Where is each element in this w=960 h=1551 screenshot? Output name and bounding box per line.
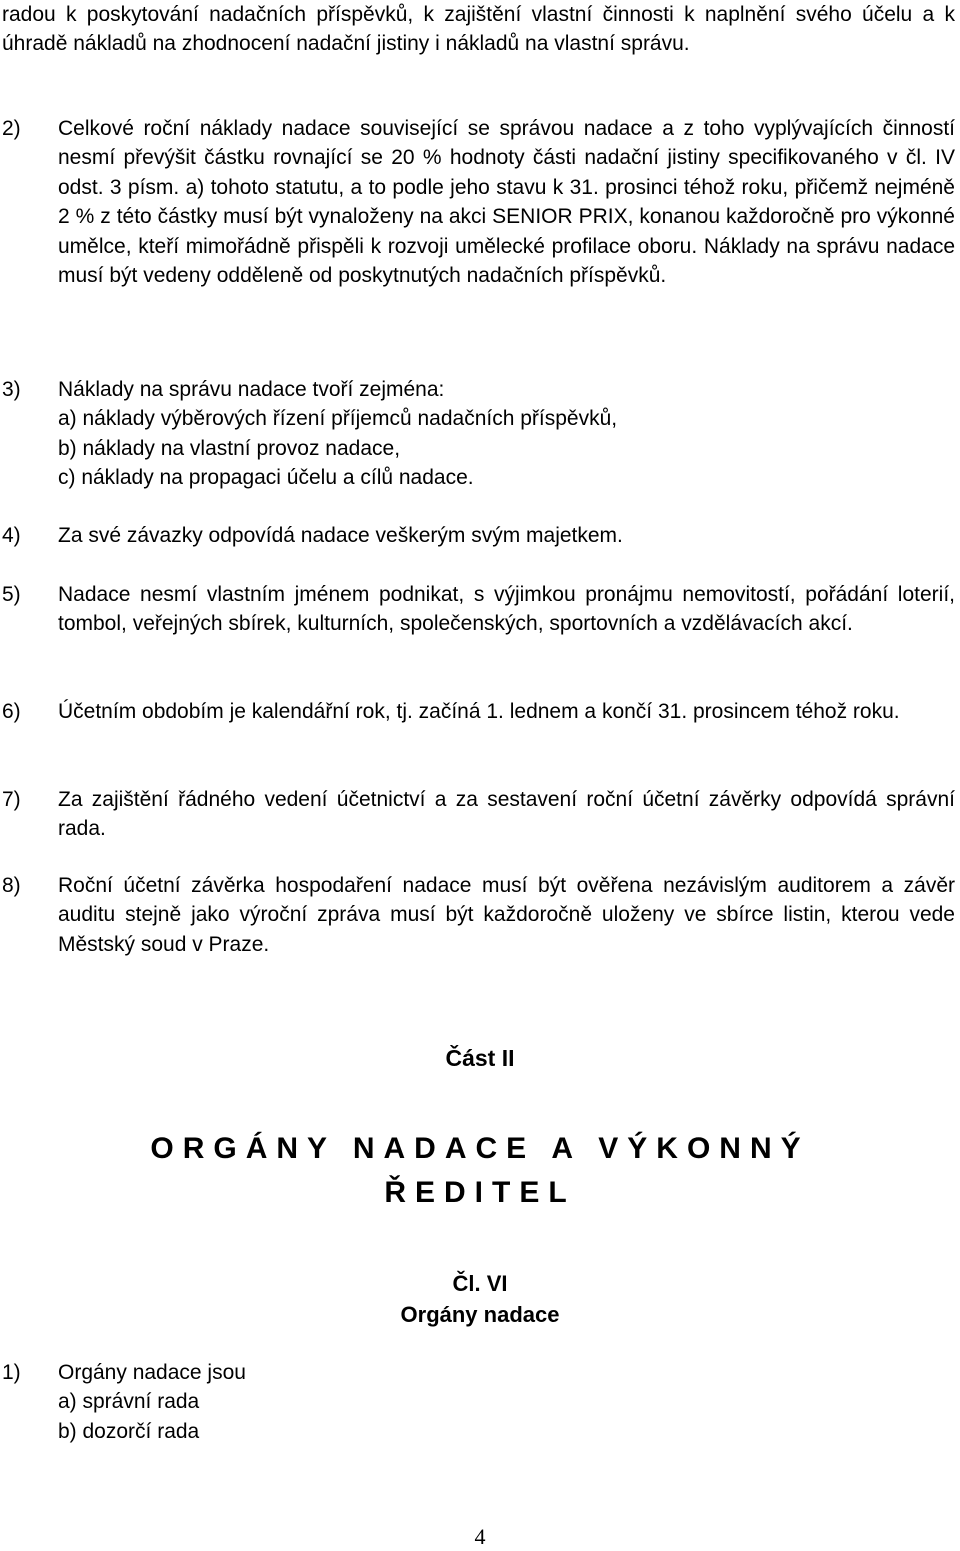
- list-item-3: [2, 375, 955, 493]
- list-item-2: [2, 114, 955, 290]
- list-item-7: [2, 785, 955, 844]
- item-lead: Orgány nadace jsou: [58, 1361, 246, 1384]
- part-title-line-2: ŘEDITEL: [384, 1176, 576, 1209]
- item-text: Celkové roční náklady nadace související se správou nadace a z toho vyplývajících činností nesmí převýšit částku rovnající se 20 % hodnoty části nadační jistiny specifikovaného v čl. IV odst. 3 písm. a) tohoto statutu, a to podle jeho stavu k 31. prosinci téhož roku, přičemž nejméně 2 % z této částky musí být vynaloženy na akci SENIOR PRIX, konanou každoročně pro výkonné umělce, kteří mimořádně přispěli k rozvoji umělecké profilace oboru. Náklady na správu nadace musí být vedeny odděleně od poskytnutých nadačních příspěvků.: [58, 117, 955, 288]
- article-number: Čl. VI: [452, 1271, 508, 1296]
- item-text: Za své závazky odpovídá nadace veškerým svým majetkem.: [58, 524, 623, 547]
- item-lead: Náklady na správu nadace tvoří zejména:: [58, 378, 445, 401]
- item-number: 5): [2, 583, 21, 606]
- item-number: 7): [2, 788, 21, 811]
- item-number: 6): [2, 700, 21, 723]
- item-text: Nadace nesmí vlastním jménem podnikat, s výjimkou pronájmu nemovitostí, pořádání loterií, tombol, veřejných sbírek, kulturních, společenských, sportovních a vzdělávacích akcí.: [58, 583, 955, 636]
- part-heading: Část II: [445, 1045, 515, 1071]
- sub-item-c: c) náklady na propagaci účelu a cílů nadace.: [58, 466, 474, 490]
- organs-list: [2, 1358, 955, 1446]
- item-number: 1): [2, 1361, 21, 1384]
- list-item-6: [2, 697, 955, 726]
- list-item-5: [2, 580, 955, 639]
- item-text: Roční účetní závěrka hospodaření nadace musí být ověřena nezávislým auditorem a závěr auditu stejně jako výroční zpráva musí být každoročně uloženy ve sbírce listin, kterou vede Městský soud v Praze.: [58, 874, 955, 956]
- item-text: Za zajištění řádného vedení účetnictví a za sestavení roční účetní závěrky odpovídá správní rada.: [58, 788, 955, 841]
- sub-item-b: b) náklady na vlastní provoz nadace,: [58, 436, 401, 460]
- item-number: 4): [2, 524, 21, 547]
- item-number: 2): [2, 117, 21, 140]
- list-item-8: [2, 871, 955, 959]
- item-number: 8): [2, 874, 21, 897]
- continuation-paragraph: radou k poskytování nadačních příspěvků, k zajištění vlastní činnosti k naplnění svého účelu a k úhradě nákladů na zhodnocení nadační jistiny i nákladů na vlastní správu.: [2, 3, 955, 56]
- sub-item-b: b) dozorčí rada: [58, 1419, 200, 1443]
- item-text: [58, 375, 955, 493]
- list-item-4: [2, 521, 955, 550]
- item-text: Účetním obdobím je kalendářní rok, tj. začíná 1. lednem a končí 31. prosincem téhož roku.: [58, 700, 900, 723]
- sub-item-a: a) správní rada: [58, 1390, 200, 1414]
- part-title-line-1: ORGÁNY NADACE A VÝKONNÝ: [150, 1132, 810, 1165]
- article-title: Orgány nadace: [400, 1302, 560, 1327]
- page-number: 4: [474, 1524, 486, 1549]
- item-number: 3): [2, 378, 21, 401]
- item-text: [58, 1358, 955, 1446]
- sub-item-a: a) náklady výběrových řízení příjemců nadačních příspěvků,: [58, 407, 618, 431]
